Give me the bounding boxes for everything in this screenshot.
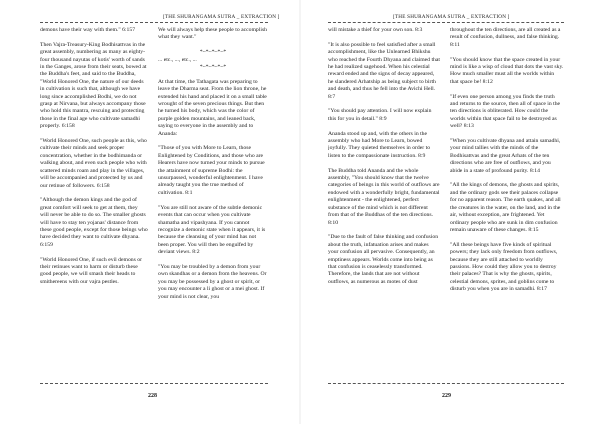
paragraph: "World Honored One, such people as this, who cultivate their minds and seek proper concentration, whether in the bodhimanda or walking about, and even such people who with scattered minds roam and play in the villages, will be accompanied and protected by us and our retinue of followers. 6:158 [40, 138, 147, 189]
page-number: 228 [148, 393, 157, 399]
footer-rule [328, 383, 564, 384]
footer-rule [40, 383, 268, 384]
paragraph: "Due to the fault of false thinking and confusion about the truth, infatuation arises and makes your confusion all pervasive. Consequently, an emptiness appears. Worlds come into being as that confusion is ceaselessly transformed. Therefore, the lands that are not without outflows, as numerous as motes of dust [328, 234, 439, 285]
paragraph: We will always help these people to accomplish what they want." [158, 27, 267, 41]
right-page [300, 0, 600, 424]
paragraph: throughout the ten directions, are all created as a result of confusion, dullness, and false thinking. 8:11 [450, 27, 561, 48]
paragraph: demons have their way with them." 6:157 [40, 27, 136, 33]
ellipsis-line: ... etc., ..., etc., ... [158, 56, 197, 63]
paragraph: "You should know that the space created in your mind is like a wisp of cloud that dots the vast sky. How much smaller must all the worlds within that space be! 8:12 [450, 56, 564, 85]
text-column-1 [328, 27, 440, 383]
page-number: 229 [442, 393, 451, 399]
paragraph: "Although the demon kings and the god of great comfort will seek to get at them, they will never be able to do so. The smaller ghosts will have to stay ten yojanas' distance from these good people, except for those beings who have decided they want to cultivate dhyana. 6:159 [40, 197, 148, 248]
paragraph: "All the kings of demons, the ghosts and spirits, and the ordinary gods see their palaces collapse for no apparent reason. The earth quakes, and all the creatures in the water, on the land, and in the air, without exception, are frightened. Yet ordinary people who are sunk in dim confusion remain unaware of these changes. 8:15 [450, 182, 561, 233]
paragraph: "When you cultivate dhyana and attain samadhi, your mind tallies with the minds of the Bodhisattvas and the great Arhats of the ten directions who are free of outflows, and you abide in a state of profound purity. 8:14 [450, 138, 561, 174]
paragraph: "If even one person among you finds the truth and returns to the source, then all of space in the ten directions is obliterated. How could the worlds within that space fail to be destroyed as well? 8:13 [450, 93, 561, 130]
header-rule [40, 22, 268, 23]
running-header: [THE SHURANGAMA SUTRA _ EXTRACTION ] [163, 14, 280, 20]
running-header: [THE SHURANGAMA SUTRA _ EXTRACTION ] [393, 14, 510, 20]
paragraph: "You should pay attention. I will now explain this for you in detail." 8:9 [328, 108, 432, 122]
text-column-2 [158, 27, 268, 383]
paragraph: "Those of you with More to Learn, those Enlightened by Conditions, and those who are Hearers have now turned your minds to pursue the attainment of supreme Bodhi: the unsurpassed, wonderful enlightenment. I have already taught you the true method of cultivation. 8:1 [158, 145, 265, 196]
ornament-separator: *~*~*~*~* [199, 64, 227, 71]
paragraph: Then Vajra-Treasury-King Bodhisattvas in the great assembly, numbering as many as eighty-four thousand nayutas of kotis' worth of sands in the Ganges, arose from their seats, bowed at the Buddha's feet, and said to the Buddha, "World Honored One, the nature of our deeds in cultivation is such that, although we have long since accomplished Bodhi, we do not grasp at Nirvana, but always accompany those who hold this mantra, rescuing and protecting those in the final age who cultivate samadhi properly. 6:158 [40, 41, 147, 130]
text-column-2 [450, 27, 564, 383]
paragraph: "World Honored One, if such evil demons or their retinues want to harm or disturb these good people, we will smash their heads to smithereens with our vajra pestles. [40, 256, 143, 285]
paragraph: will mistake a thief for your own son. 8:3 [328, 27, 423, 33]
paragraph: "You are still not aware of the subtle demonic events that can occur when you cultivate shamatha and vipashyana. If you cannot recognize a demonic state when it appears, it is because the cleansing of your mind has not been proper. You will then be engulfed by deviant views. 8:2 [158, 204, 266, 256]
paragraph: "All these beings have five kinds of spiritual powers; they lack only freedom from outflows, because they are still attached to worldly passions. How could they allow you to destroy their palaces? That is why the ghosts, spirits, celestial demons, sprites, and goblins come to disturb you when you are in samadhi. 8:17 [450, 241, 558, 293]
text-column-1 [40, 27, 148, 383]
paragraph: Ananda stood up and, with the others in the assembly who had More to Learn, bowed joyfully. They quieted themselves in order to listen to the compassionate instruction. 8:9 [328, 130, 431, 159]
paragraph: "It is also possible to feel satisfied after a small accomplishment, like the Unlearned Bhikshu who reached the Fourth Dhyana and claimed that he had realized sagehood. When his celestial reward ended and the signs of decay appeared, he slandered Arhatship as being subject to birth and death, and thus he fell into the Avichi Hell. 8:7 [328, 41, 440, 100]
paragraph: "You may be troubled by a demon from your own skandhas or a demon from the heavens. Or you may be possessed by a ghost or spirit, or you may encounter a li ghost or a mei ghost. If your mind is not clear, you [158, 263, 267, 300]
paragraph: The Buddha told Ananda and the whole assembly, "You should know that the twelve categories of beings in this world of outflows are endowed with a wonderfully bright, fundamental enlightenment - the enlightened, perfect substance of the mind which is not different from that of the Buddhas of the ten directions. 8:10 [328, 167, 440, 226]
header-rule [328, 22, 564, 23]
ornament-separator: *~*~*~*~* [199, 49, 227, 56]
paragraph: At that time, the Tathagata was preparing to leave the Dharma seat. From the lion throne, he extended his hand and placed it on a small table wrought of the seven precious things. But then he turned his body, which was the color of purple golden mountains, and leaned back, saying to everyone in the assembly and to Ananda: [158, 78, 267, 137]
